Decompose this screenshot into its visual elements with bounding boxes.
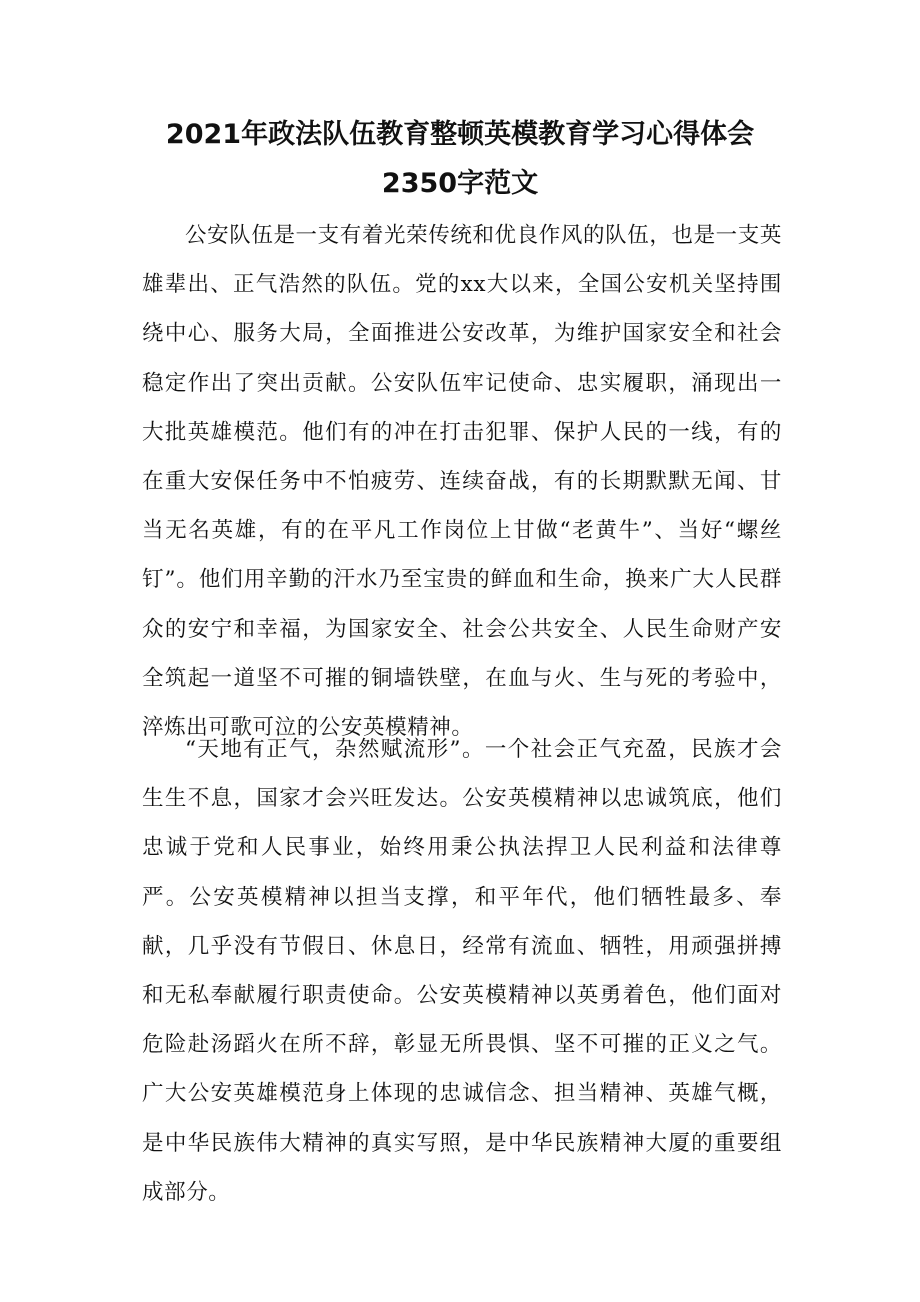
document-title-line-1: 2021年政法队伍教育整顿英模教育学习心得体会: [165, 119, 755, 150]
paragraph-1: 公安队伍是一支有着光荣传统和优良作风的队伍，也是一支英雄辈出、正气浩然的队伍。党的xx大以来，全国公安机关坚持围绕中心、服务大局，全面推进公安改革，为维护国家安全和社会稳定作出了突出贡献。公安队伍牢记使命、忠实履职，涌现出一大批英雄模范。他们有的冲在打击犯罪、保护人民的一线，有的在重大安保任务中不怕疲劳、连续奋战，有的长期默默无闻、甘当无名英雄，有的在平凡工作岗位上甘做“老黄牛”、当好“螺丝钉”。他们用辛勤的汗水乃至宝贵的鲜血和生命，换来广大人民群众的安宁和幸福，为国家安全、社会公共安全、人民生命财产安全筑起一道坚不可摧的铜墙铁壁，在血与火、生与死的考验中，淬炼出可歌可泣的公安英模精神。: [142, 223, 782, 741]
paragraph-2: “天地有正气，杂然赋流形”。一个社会正气充盈，民族才会生生不息，国家才会兴旺发达。公安英模精神以忠诚筑底，他们忠诚于党和人民事业，始终用秉公执法捍卫人民利益和法律尊严。公安英模精神以担当支撑，和平年代，他们牺牲最多、奉献，几乎没有节假日、休息日，经常有流血、牺牲，用顽强拼搏和无私奉献履行职责使命。公安英模精神以英勇着色，他们面对危险赴汤蹈火在所不辞，彰显无所畏惧、坚不可摧的正义之气。广大公安英雄模范身上体现的忠诚信念、担当精神、英雄气概，是中华民族伟大精神的真实写照，是中华民族精神大厦的重要组成部分。: [142, 737, 782, 1205]
document-title-line-2: 2350字范文: [381, 168, 539, 199]
